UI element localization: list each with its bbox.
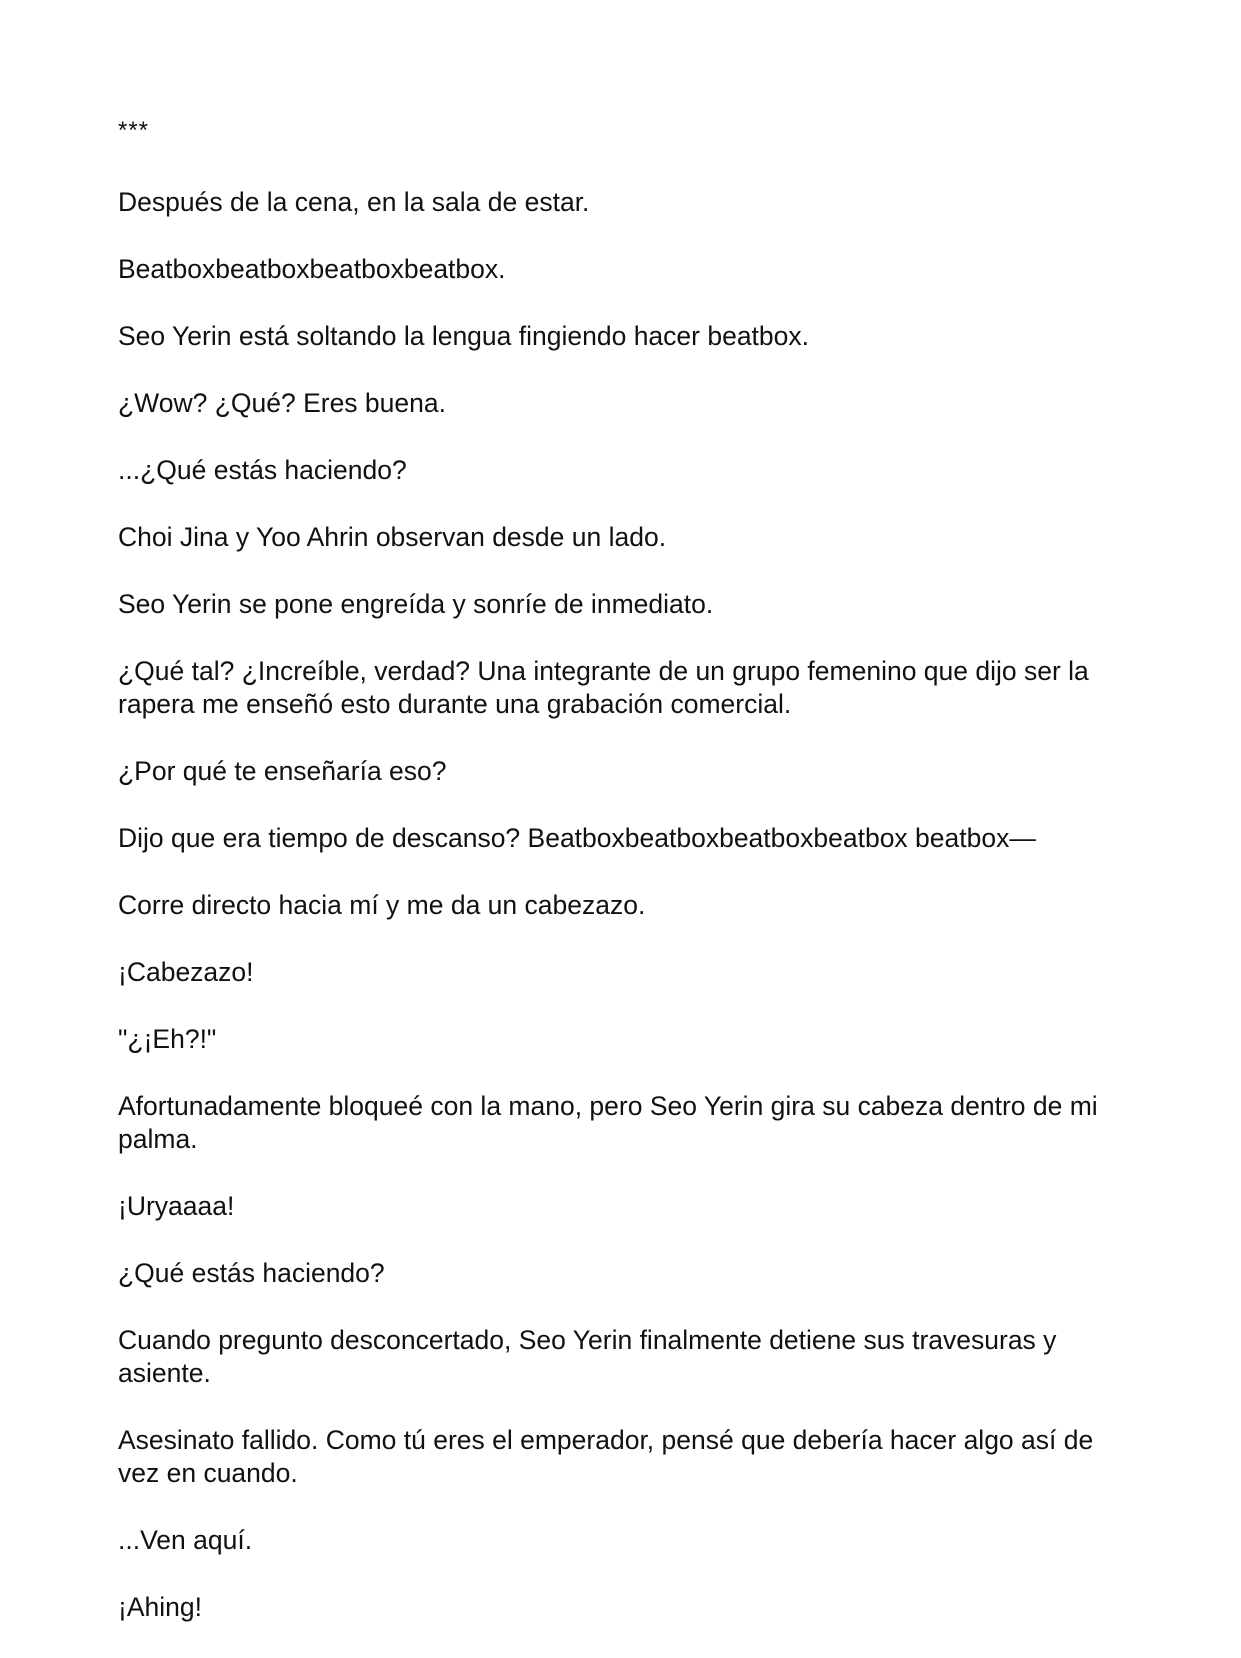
- document-body: [118, 116, 1128, 1658]
- paragraph: ...¿Qué estás haciendo?: [118, 455, 407, 485]
- paragraph: Afortunadamente bloqueé con la mano, pero Seo Yerin gira su cabeza dentro de mi palma.: [118, 1091, 1098, 1154]
- paragraph: "¿¡Eh?!": [118, 1024, 217, 1054]
- paragraph: Dijo que era tiempo de descanso? Beatboxbeatboxbeatboxbeatbox beatbox—: [118, 823, 1036, 853]
- paragraph: ¡Ahing!: [118, 1592, 202, 1622]
- paragraph: Choi Jina y Yoo Ahrin observan desde un lado.: [118, 522, 667, 552]
- paragraph: ...Ven aquí.: [118, 1525, 253, 1555]
- scene-separator: ***: [118, 117, 150, 144]
- paragraph: Cuando pregunto desconcertado, Seo Yerin finalmente detiene sus travesuras y asiente.: [118, 1325, 1057, 1388]
- paragraph: ¿Qué estás haciendo?: [118, 1258, 385, 1288]
- paragraph: Corre directo hacia mí y me da un cabezazo.: [118, 890, 646, 920]
- paragraph: ¡Uryaaaa!: [118, 1191, 235, 1221]
- paragraph: Después de la cena, en la sala de estar.: [118, 187, 590, 217]
- paragraph: Asesinato fallido. Como tú eres el emperador, pensé que debería hacer algo así de vez en cuando.: [118, 1425, 1094, 1488]
- paragraph: ¡Cabezazo!: [118, 957, 254, 987]
- paragraph: ¿Qué tal? ¿Increíble, verdad? Una integrante de un grupo femenino que dijo ser la rapera me enseñó esto durante una grabación comercial.: [118, 656, 1089, 719]
- paragraph: ¿Wow? ¿Qué? Eres buena.: [118, 388, 446, 418]
- paragraph: Beatboxbeatboxbeatboxbeatbox.: [118, 254, 506, 284]
- paragraph: Seo Yerin está soltando la lengua fingiendo hacer beatbox.: [118, 321, 810, 351]
- paragraph: Seo Yerin se pone engreída y sonríe de inmediato.: [118, 589, 714, 619]
- paragraph: ¿Por qué te enseñaría eso?: [118, 756, 447, 786]
